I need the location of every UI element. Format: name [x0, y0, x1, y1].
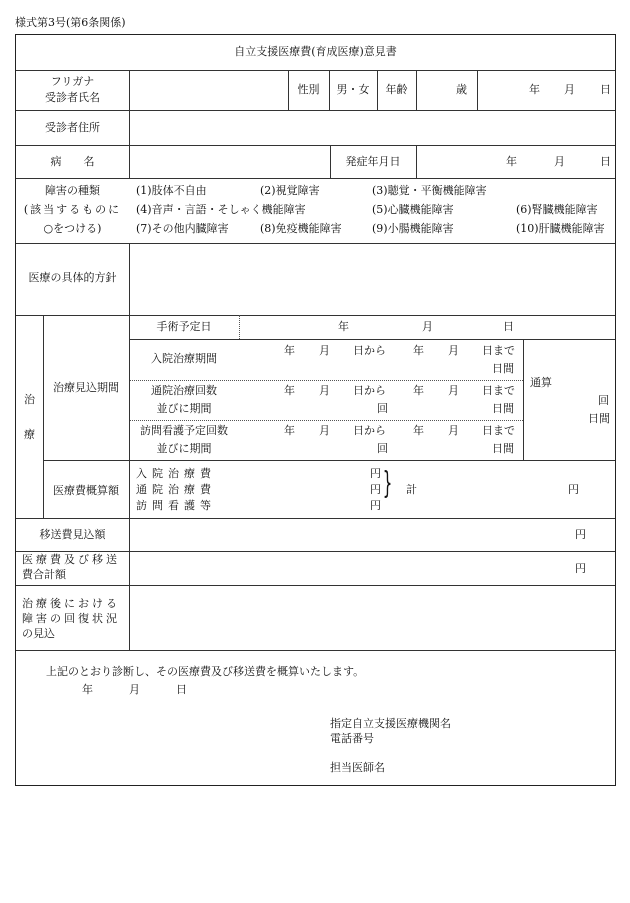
divider — [16, 70, 615, 71]
unit-year: 年 — [413, 384, 424, 397]
divider — [16, 551, 615, 552]
unit-yen: 円 — [370, 499, 381, 512]
dotted-divider — [129, 380, 523, 381]
patient-name-field[interactable] — [129, 71, 288, 109]
unit-yen: 円 — [568, 483, 579, 496]
brace-icon: } — [382, 466, 393, 501]
onset-date-label: 発症年月日 — [345, 155, 401, 168]
divider — [416, 70, 417, 110]
surgery-day-unit: 日 — [503, 320, 514, 333]
disability-option[interactable]: (10)肝臓機能障害 — [516, 222, 605, 235]
disease-name-field[interactable] — [129, 146, 330, 178]
total-cost-label: 費合計額 — [22, 568, 66, 581]
disability-option[interactable]: (8)免疫機能障害 — [260, 222, 342, 235]
disability-option[interactable]: (1)肢体不自由 — [136, 184, 207, 197]
inpatient-cost-label: 入院治療費 — [136, 467, 216, 480]
unit-from: 日から — [353, 424, 386, 437]
divider — [16, 315, 615, 316]
recovery-outlook-field[interactable] — [129, 586, 615, 650]
treatment-side-label: 治 — [24, 393, 35, 406]
certification-statement: 上記のとおり診断し、その医療費及び移送費を概算いたします。 — [46, 665, 365, 678]
unit-month: 月 — [319, 424, 330, 437]
dotted-divider — [129, 420, 523, 421]
home-nursing-count-label: 訪問看護予定回数 — [140, 424, 228, 437]
unit-month: 月 — [448, 384, 459, 397]
treatment-policy-field[interactable] — [129, 244, 615, 315]
age-label: 年齢 — [385, 83, 408, 96]
outpatient-cost-label: 通院治療費 — [136, 483, 216, 496]
inpatient-period-label: 入院治療期間 — [151, 352, 217, 365]
onset-year-unit: 年 — [506, 155, 517, 168]
disease-name-label: 病 名 — [50, 155, 95, 168]
unit-from: 日から — [353, 384, 386, 397]
unit-month: 月 — [319, 384, 330, 397]
onset-day-unit: 日 — [600, 155, 611, 168]
disability-option[interactable]: (5)心臓機能障害 — [372, 203, 454, 216]
disability-type-note: ○をつける) — [43, 222, 102, 235]
treatment-policy-label: 医療の具体的方針 — [28, 271, 117, 284]
divider — [523, 339, 524, 460]
unit-yen: 円 — [370, 467, 381, 480]
surgery-month-unit: 月 — [422, 320, 433, 333]
disability-option[interactable]: (2)視覚障害 — [260, 184, 320, 197]
unit-until: 日まで — [482, 424, 515, 437]
onset-month-unit: 月 — [554, 155, 565, 168]
disability-option[interactable]: (4)音声・言語・そしゃく機能障害 — [136, 203, 306, 216]
unit-days: 日間 — [492, 362, 514, 375]
dob-month-unit: 月 — [564, 83, 575, 96]
unit-days: 日間 — [492, 402, 514, 415]
unit-month: 月 — [448, 344, 459, 357]
age-unit: 歳 — [456, 83, 467, 96]
disability-option[interactable]: (6)腎臓機能障害 — [516, 203, 598, 216]
disability-type-note: (該当するものに — [23, 203, 122, 216]
unit-until: 日まで — [482, 384, 515, 397]
treatment-side-label: 療 — [24, 428, 35, 441]
unit-times: 回 — [377, 442, 388, 455]
disability-option[interactable]: (3)聴覚・平衡機能障害 — [372, 184, 487, 197]
unit-year: 年 — [284, 424, 295, 437]
unit-yen: 円 — [575, 528, 586, 541]
surgery-date-label: 手術予定日 — [156, 320, 212, 333]
unit-month: 月 — [448, 424, 459, 437]
form-number-label: 様式第3号(第6条関係) — [15, 16, 126, 29]
unit-yen: 円 — [575, 562, 586, 575]
home-nursing-period-label: 並びに期間 — [156, 442, 212, 455]
divider — [416, 145, 417, 178]
form-title: 自立支援医療費(育成医療)意見書 — [234, 45, 397, 58]
dotted-divider — [239, 315, 240, 339]
recovery-outlook-label: の見込 — [22, 627, 55, 640]
unit-year: 年 — [413, 424, 424, 437]
divider — [16, 518, 615, 519]
total-cost-label: 医療費及び移送 — [22, 553, 120, 566]
divider — [16, 178, 615, 179]
signature-month-unit: 月 — [129, 683, 140, 696]
dob-year-unit: 年 — [529, 83, 540, 96]
recovery-outlook-label: 障害の回復状況 — [22, 612, 120, 625]
unit-yen: 円 — [370, 483, 381, 496]
total-days-unit: 日間 — [588, 412, 610, 425]
doctor-name-label: 担当医師名 — [330, 761, 385, 774]
nursing-cost-label: 訪問看護等 — [136, 499, 216, 512]
address-field[interactable] — [129, 111, 615, 145]
unit-days: 日間 — [492, 442, 514, 455]
signature-year-unit: 年 — [82, 683, 93, 696]
divider — [129, 339, 615, 340]
address-label: 受診者住所 — [45, 121, 100, 134]
unit-year: 年 — [413, 344, 424, 357]
recovery-outlook-label: 治療後における — [22, 597, 120, 610]
transport-cost-label: 移送費見込額 — [39, 528, 106, 541]
medical-institution-label: 指定自立支援医療機関名 — [330, 717, 451, 730]
unit-from: 日から — [353, 344, 386, 357]
outpatient-count-label: 通院治療回数 — [151, 384, 217, 397]
patient-name-label: 受診者氏名 — [45, 91, 100, 104]
signature-day-unit: 日 — [176, 683, 187, 696]
unit-year: 年 — [284, 384, 295, 397]
unit-year: 年 — [284, 344, 295, 357]
opinion-form — [15, 34, 616, 786]
sex-options[interactable]: 男・女 — [336, 83, 370, 96]
dob-day-unit: 日 — [600, 83, 611, 96]
expected-period-label: 治療見込期間 — [53, 381, 119, 394]
disability-option[interactable]: (9)小腸機能障害 — [372, 222, 454, 235]
disability-type-label: 障害の種類 — [45, 184, 100, 197]
unit-times: 回 — [377, 402, 388, 415]
outpatient-period-label: 並びに期間 — [156, 402, 212, 415]
unit-until: 日まで — [482, 344, 515, 357]
cost-estimate-label: 医療費概算額 — [53, 484, 119, 497]
divider — [16, 650, 615, 651]
total-times-unit: 回 — [598, 394, 609, 407]
surgery-year-unit: 年 — [338, 320, 349, 333]
disability-option[interactable]: (7)その他内臓障害 — [136, 222, 229, 235]
total-label: 通算 — [530, 376, 552, 389]
unit-month: 月 — [319, 344, 330, 357]
sex-label: 性別 — [297, 83, 320, 96]
cost-sum-label: 計 — [406, 483, 417, 496]
phone-number-label: 電話番号 — [330, 732, 374, 745]
furigana-label: フリガナ — [50, 75, 95, 88]
divider — [477, 70, 478, 110]
